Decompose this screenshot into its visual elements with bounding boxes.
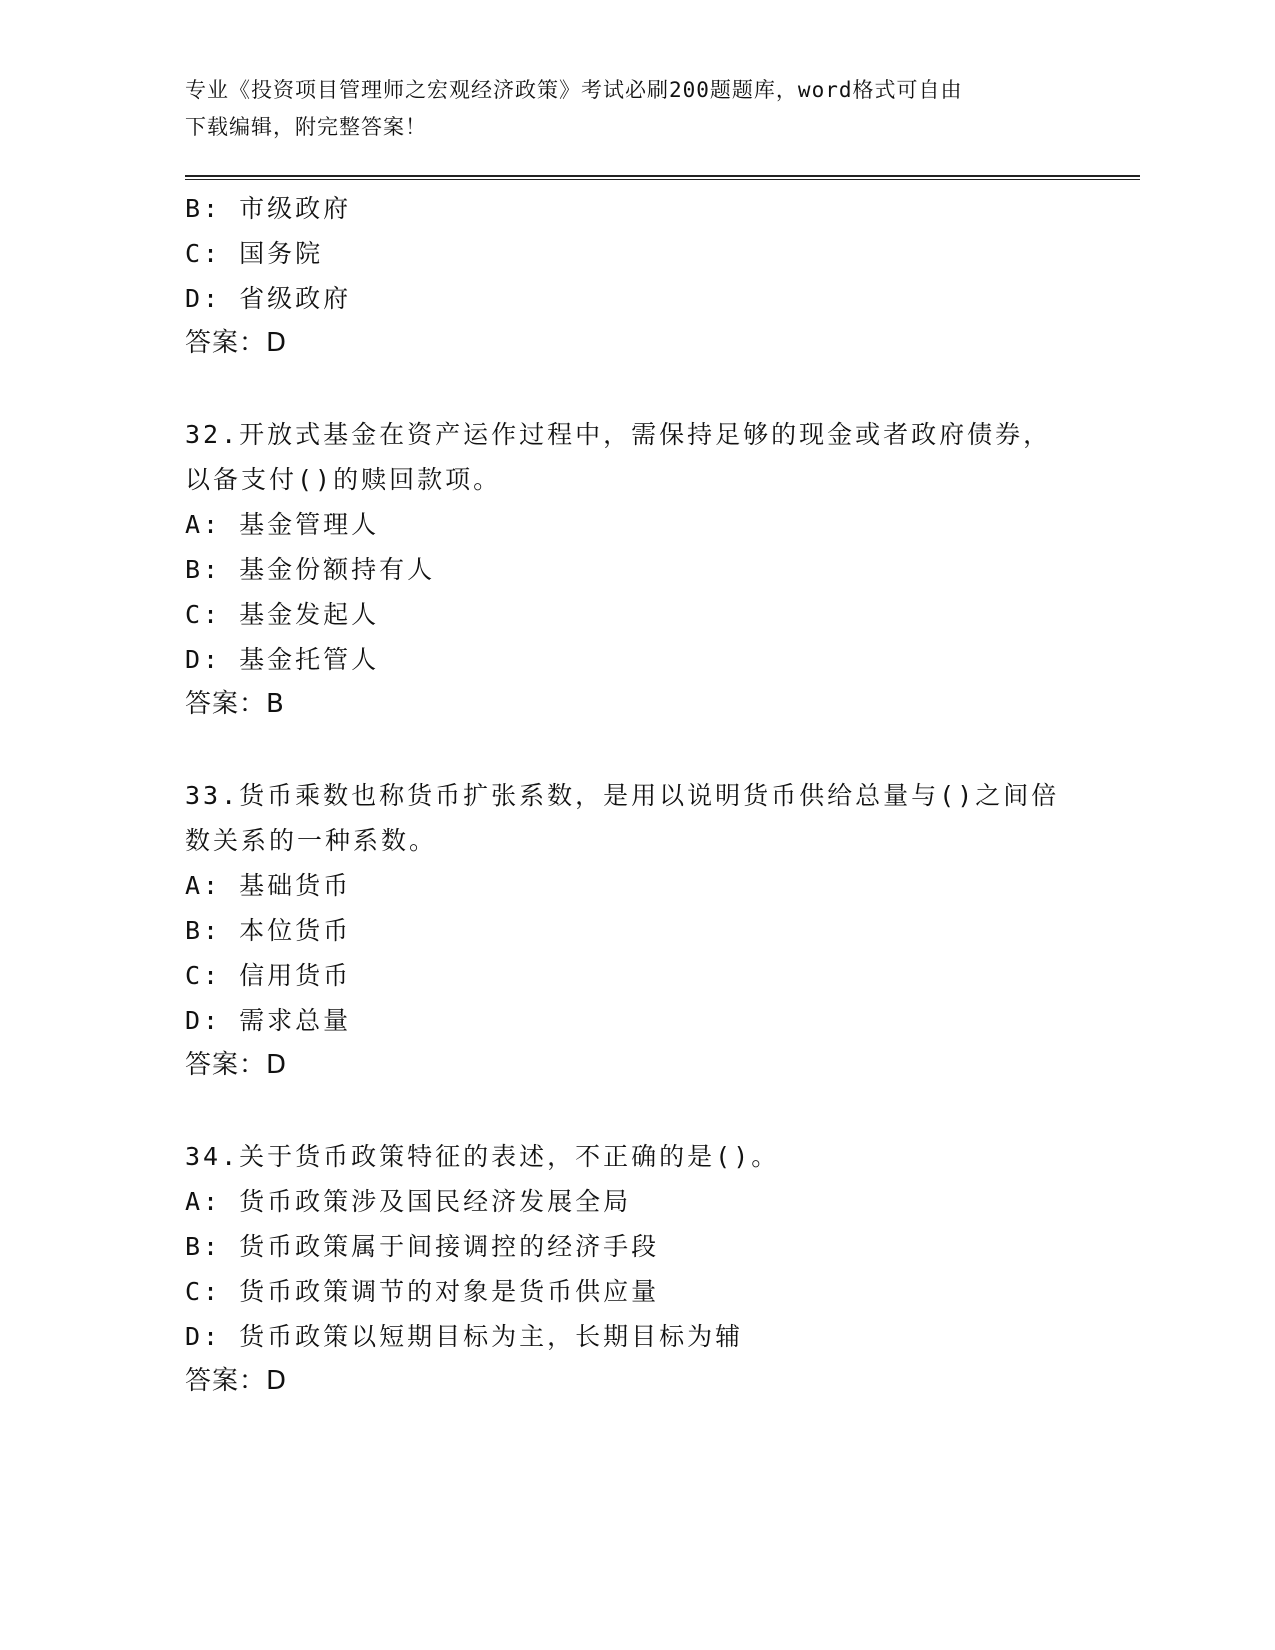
question-stem: 33.货币乘数也称货币扩张系数，是用以说明货币供给总量与()之间倍 [185, 781, 1060, 810]
option-d: D: 需求总量 [185, 1006, 352, 1035]
question-stem: 34.关于货币政策特征的表述，不正确的是()。 [185, 1142, 780, 1171]
answer-line: 答案：D [185, 1050, 288, 1080]
header-divider [185, 175, 1140, 180]
option-d: D: 基金托管人 [185, 645, 380, 674]
option-a: A: 货币政策涉及国民经济发展全局 [185, 1187, 632, 1216]
option-b: B: 基金份额持有人 [185, 555, 436, 584]
option-d: D: 货币政策以短期目标为主，长期目标为辅 [185, 1322, 744, 1351]
option-c: C: 国务院 [185, 239, 324, 268]
question-stem: 32.开放式基金在资产运作过程中，需保持足够的现金或者政府债券， [185, 420, 1052, 449]
spacer [185, 1088, 1085, 1134]
option-d: D: 省级政府 [185, 284, 352, 313]
spacer [185, 727, 1085, 773]
header-line: 下载编辑，附完整答案！ [185, 115, 427, 139]
answer-line: 答案：D [185, 328, 288, 358]
spacer [185, 366, 1085, 412]
option-a: A: 基础货币 [185, 871, 352, 900]
question-block-32 [185, 412, 1085, 727]
option-a: A: 基金管理人 [185, 510, 380, 539]
question-block-34 [185, 1134, 1085, 1404]
option-c: C: 信用货币 [185, 961, 352, 990]
option-c: C: 基金发起人 [185, 600, 380, 629]
question-stem: 以备支付()的赎回款项。 [185, 465, 502, 494]
question-list [185, 186, 1085, 1404]
question-block-31 [185, 186, 1085, 366]
option-b: B: 本位货币 [185, 916, 352, 945]
document-header [185, 72, 1055, 146]
option-b: B: 货币政策属于间接调控的经济手段 [185, 1232, 660, 1261]
answer-line: 答案：D [185, 1366, 288, 1396]
question-block-33 [185, 773, 1085, 1088]
option-c: C: 货币政策调节的对象是货币供应量 [185, 1277, 660, 1306]
option-b: B: 市级政府 [185, 194, 352, 223]
header-line: 专业《投资项目管理师之宏观经济政策》考试必刷200题题库，word格式可自由 [185, 78, 963, 102]
question-stem: 数关系的一种系数。 [185, 826, 438, 855]
answer-line: 答案：B [185, 689, 285, 719]
